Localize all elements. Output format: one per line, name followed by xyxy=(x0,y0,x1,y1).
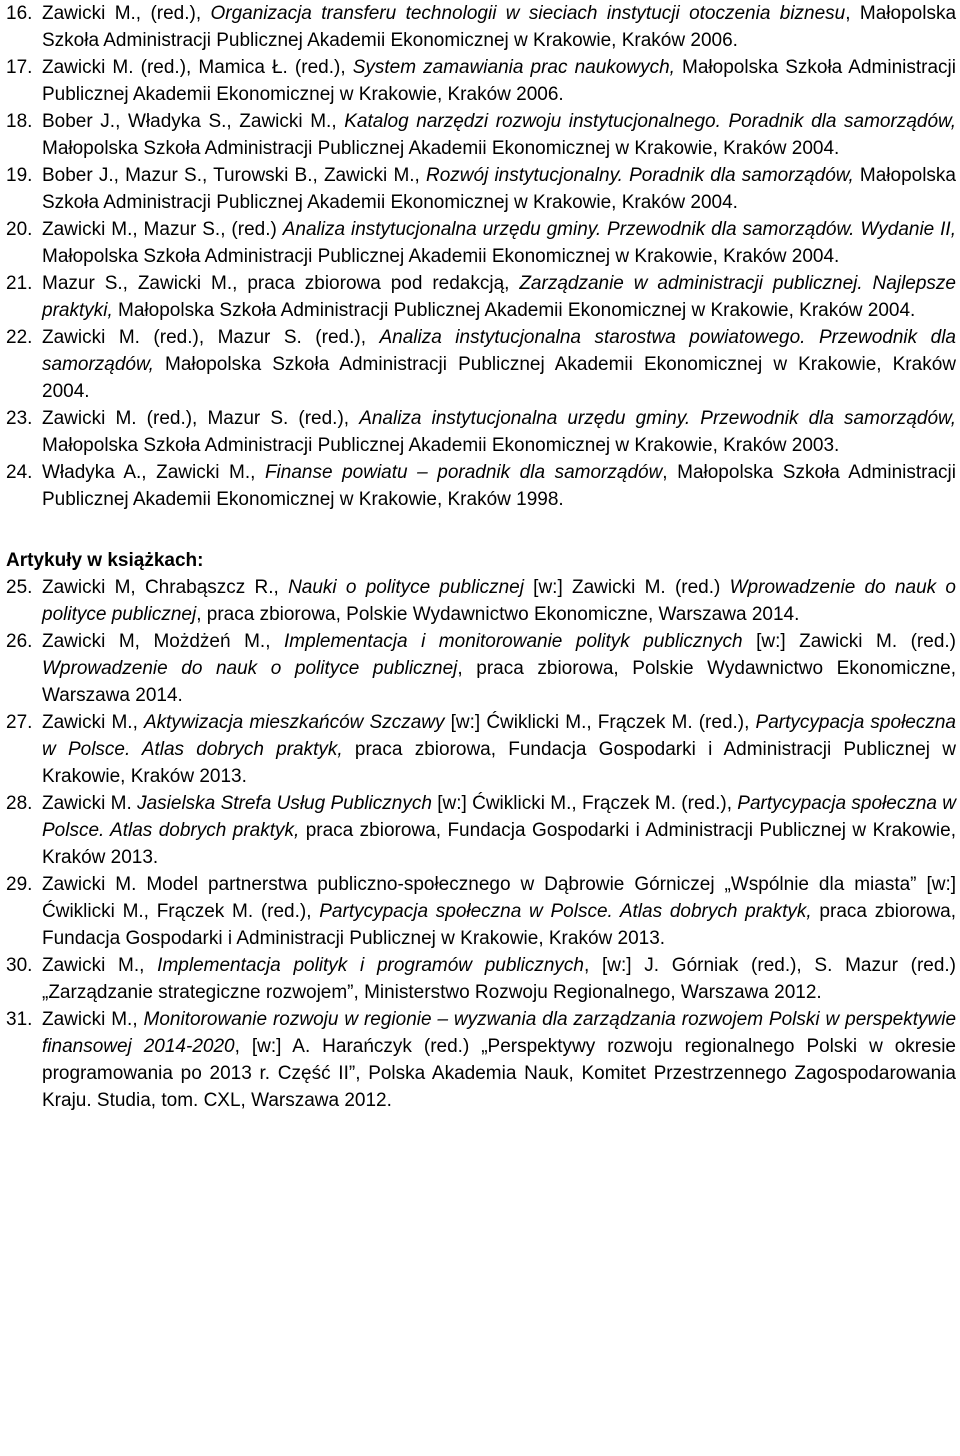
entry-text-segment: [w:] Zawicki M. (red.) xyxy=(742,631,957,652)
entry-title-italic: Partycypacja społeczna w Polsce. Atlas dobrych praktyk, xyxy=(319,901,812,922)
bibliography-entry xyxy=(6,790,956,871)
chapters-list xyxy=(6,574,956,1114)
bibliography-entry xyxy=(6,871,956,952)
entry-text-segment: , [w:] A. Harańczyk (red.) „Perspektywy rozwoju regionalnego Polski w okresie programowania po 2013 r. Część II”, Polska Akademia Nauk, Komitet Przestrzennego Zagospodarowania Kraju. Studia, tom. CXL, Warszawa 2012. xyxy=(42,1036,956,1111)
entry-number: 23. xyxy=(6,408,33,429)
bibliography-entry xyxy=(6,628,956,709)
entry-text-segment: praca zbiorowa, Fundacja Gospodarki i Administracji Publicznej w Krakowie, Kraków 2013. xyxy=(42,901,957,949)
entry-text-segment: Małopolska Szkoła Administracji Publicznej Akademii Ekonomicznej w Krakowie, Kraków 2004. xyxy=(42,246,840,267)
entry-text xyxy=(42,871,956,952)
bibliography-entry xyxy=(6,1006,956,1114)
entry-title-italic: Wprowadzenie do nauk o polityce publicznej xyxy=(42,658,458,679)
entry-text xyxy=(42,216,956,270)
entry-number: 18. xyxy=(6,111,33,132)
entry-text-segment: , praca zbiorowa, Polskie Wydawnictwo Ekonomiczne, Warszawa 2014. xyxy=(42,658,956,706)
entry-title-italic: Partycypacja społeczna w Polsce. Atlas dobrych praktyk, xyxy=(42,793,956,841)
entry-text-segment: Zawicki M., xyxy=(42,1009,144,1030)
entry-text-segment: Zawicki M. (red.), Mazur S. (red.), xyxy=(42,408,360,429)
entry-text xyxy=(42,270,956,324)
bibliography-entry xyxy=(6,459,956,513)
entry-text-segment: Zawicki M., xyxy=(42,955,158,976)
entry-number: 17. xyxy=(6,57,33,78)
bibliography-entry xyxy=(6,216,956,270)
monographs-list xyxy=(6,0,956,513)
entry-text-segment: , Małopolska Szkoła Administracji Publicznej Akademii Ekonomicznej w Krakowie, Kraków 1998. xyxy=(42,462,956,510)
entry-text-segment: Małopolska Szkoła Administracji Publicznej Akademii Ekonomicznej w Krakowie, Kraków 2006. xyxy=(42,57,956,105)
entry-text-segment: Małopolska Szkoła Administracji Publicznej Akademii Ekonomicznej w Krakowie, Kraków 2004. xyxy=(42,165,957,213)
bibliography-entry xyxy=(6,952,956,1006)
entry-title-italic: Finanse powiatu – poradnik dla samorządów xyxy=(264,462,663,483)
entry-text xyxy=(42,0,956,54)
entry-text-segment: Małopolska Szkoła Administracji Publicznej Akademii Ekonomicznej w Krakowie, Kraków 2003. xyxy=(42,435,840,456)
entry-number: 30. xyxy=(6,955,33,976)
entry-text-segment: Zawicki M. (red.), Mamica Ł. (red.), xyxy=(42,57,353,78)
entry-text xyxy=(42,628,956,709)
entry-text-segment: Zawicki M. Model partnerstwa publiczno-społecznego w Dąbrowie Górniczej „Wspólnie dla miasta” [w:] Ćwiklicki M., Frączek M. (red.), xyxy=(42,874,956,922)
entry-text-segment: Bober J., Władyka S., Zawicki M., xyxy=(42,111,345,132)
entry-text-segment: [w:] Zawicki M. (red.) xyxy=(523,577,730,598)
entry-number: 20. xyxy=(6,219,33,240)
entry-text-segment: Zawicki M., xyxy=(42,712,144,733)
entry-text-segment: [w:] Ćwiklicki M., Frączek M. (red.), xyxy=(431,793,738,814)
entry-number: 31. xyxy=(6,1009,33,1030)
entry-text-segment: Mazur S., Zawicki M., praca zbiorowa pod redakcją, xyxy=(42,273,520,294)
entry-text-segment: Małopolska Szkoła Administracji Publicznej Akademii Ekonomicznej w Krakowie, Kraków 2004. xyxy=(42,354,956,402)
bibliography-entry xyxy=(6,0,956,54)
entry-number: 22. xyxy=(6,327,33,348)
entry-title-italic: Implementacja i monitorowanie polityk publicznych xyxy=(284,631,743,652)
entry-text xyxy=(42,54,956,108)
section-heading: Artykuły w książkach: xyxy=(6,550,204,571)
bibliography-entry xyxy=(6,405,956,459)
entry-text-segment: , Małopolska Szkoła Administracji Publicznej Akademii Ekonomicznej w Krakowie, Kraków 2006. xyxy=(42,3,957,51)
entry-title-italic: Analiza instytucjonalna urzędu gminy. Przewodnik dla samorządów. Wydanie II, xyxy=(282,219,956,240)
entry-text xyxy=(42,1006,956,1114)
entry-text-segment: Bober J., Mazur S., Turowski B., Zawicki M., xyxy=(42,165,426,186)
entry-number: 16. xyxy=(6,3,33,24)
entry-number: 25. xyxy=(6,577,33,598)
entry-text-segment: Małopolska Szkoła Administracji Publicznej Akademii Ekonomicznej w Krakowie, Kraków 2004. xyxy=(42,138,840,159)
entry-text xyxy=(42,162,956,216)
entry-text xyxy=(42,108,956,162)
entry-title-italic: Partycypacja społeczna w Polsce. Atlas dobrych praktyk, xyxy=(42,712,956,760)
entry-text-segment: Małopolska Szkoła Administracji Publicznej Akademii Ekonomicznej w Krakowie, Kraków 2004. xyxy=(112,300,916,321)
entry-title-italic: Analiza instytucjonalna urzędu gminy. Przewodnik dla samorządów, xyxy=(359,408,956,429)
entry-title-italic: Nauki o polityce publicznej xyxy=(288,577,524,598)
entry-text-segment: , [w:] J. Górniak (red.), S. Mazur (red.) „Zarządzanie strategiczne rozwojem”, Ministerstwo Rozwoju Regionalnego, Warszawa 2012. xyxy=(42,955,957,1003)
entry-number: 21. xyxy=(6,273,33,294)
entry-text xyxy=(42,709,956,790)
bibliography-entry xyxy=(6,324,956,405)
bibliography-entry xyxy=(6,574,956,628)
entry-number: 29. xyxy=(6,874,33,895)
bibliography-entry xyxy=(6,709,956,790)
entry-text-segment: Zawicki M, Chrabąszcz R., xyxy=(42,577,289,598)
entry-text xyxy=(42,405,956,459)
entry-text-segment: , praca zbiorowa, Polskie Wydawnictwo Ekonomiczne, Warszawa 2014. xyxy=(196,604,800,625)
entry-text xyxy=(42,790,956,871)
entry-text xyxy=(42,952,956,1006)
entry-title-italic: Zarządzanie w administracji publicznej. Najlepsze praktyki, xyxy=(42,273,956,321)
entry-number: 28. xyxy=(6,793,33,814)
entry-title-italic: Implementacja polityk i programów publicznych xyxy=(157,955,585,976)
entry-text xyxy=(42,574,956,628)
entry-text-segment: [w:] Ćwiklicki M., Frączek M. (red.), xyxy=(444,712,756,733)
entry-text xyxy=(42,324,956,405)
entry-title-italic: System zamawiania prac naukowych, xyxy=(352,57,675,78)
entry-number: 26. xyxy=(6,631,33,652)
entry-title-italic: Organizacja transferu technologii w sieciach instytucji otoczenia biznesu xyxy=(210,3,846,24)
bibliography-entry xyxy=(6,54,956,108)
entry-number: 27. xyxy=(6,712,33,733)
entry-number: 19. xyxy=(6,165,33,186)
entry-text xyxy=(42,459,956,513)
bibliography-entry xyxy=(6,270,956,324)
entry-number: 24. xyxy=(6,462,33,483)
entry-title-italic: Jasielska Strefa Usług Publicznych xyxy=(137,793,432,814)
entry-text-segment: Zawicki M. xyxy=(42,793,138,814)
entry-title-italic: Rozwój instytucjonalny. Poradnik dla samorządów, xyxy=(426,165,854,186)
entry-text-segment: Zawicki M., Mazur S., (red.) xyxy=(42,219,283,240)
bibliography-entry xyxy=(6,162,956,216)
entry-title-italic: Monitorowanie rozwoju w regionie – wyzwania dla zarządzania rozwojem Polski w perspektywie finansowej 2014-2020 xyxy=(42,1009,957,1057)
entry-text-segment: Władyka A., Zawicki M., xyxy=(42,462,265,483)
entry-title-italic: Wprowadzenie do nauk o polityce publicznej xyxy=(42,577,956,625)
entry-text-segment: praca zbiorowa, Fundacja Gospodarki i Administracji Publicznej w Krakowie, Kraków 2013. xyxy=(42,820,956,868)
entry-text-segment: Zawicki M., (red.), xyxy=(42,3,211,24)
bibliography-entry xyxy=(6,108,956,162)
entry-title-italic: Analiza instytucjonalna starostwa powiatowego. Przewodnik dla samorządów, xyxy=(42,327,957,375)
entry-title-italic: Katalog narzędzi rozwoju instytucjonalnego. Poradnik dla samorządów, xyxy=(344,111,956,132)
entry-text-segment: Zawicki M. (red.), Mazur S. (red.), xyxy=(42,327,380,348)
entry-text-segment: praca zbiorowa, Fundacja Gospodarki i Administracji Publicznej w Krakowie, Kraków 2013. xyxy=(42,739,956,787)
entry-text-segment: Zawicki M, Możdżeń M., xyxy=(42,631,284,652)
entry-title-italic: Aktywizacja mieszkańców Szczawy xyxy=(143,712,445,733)
